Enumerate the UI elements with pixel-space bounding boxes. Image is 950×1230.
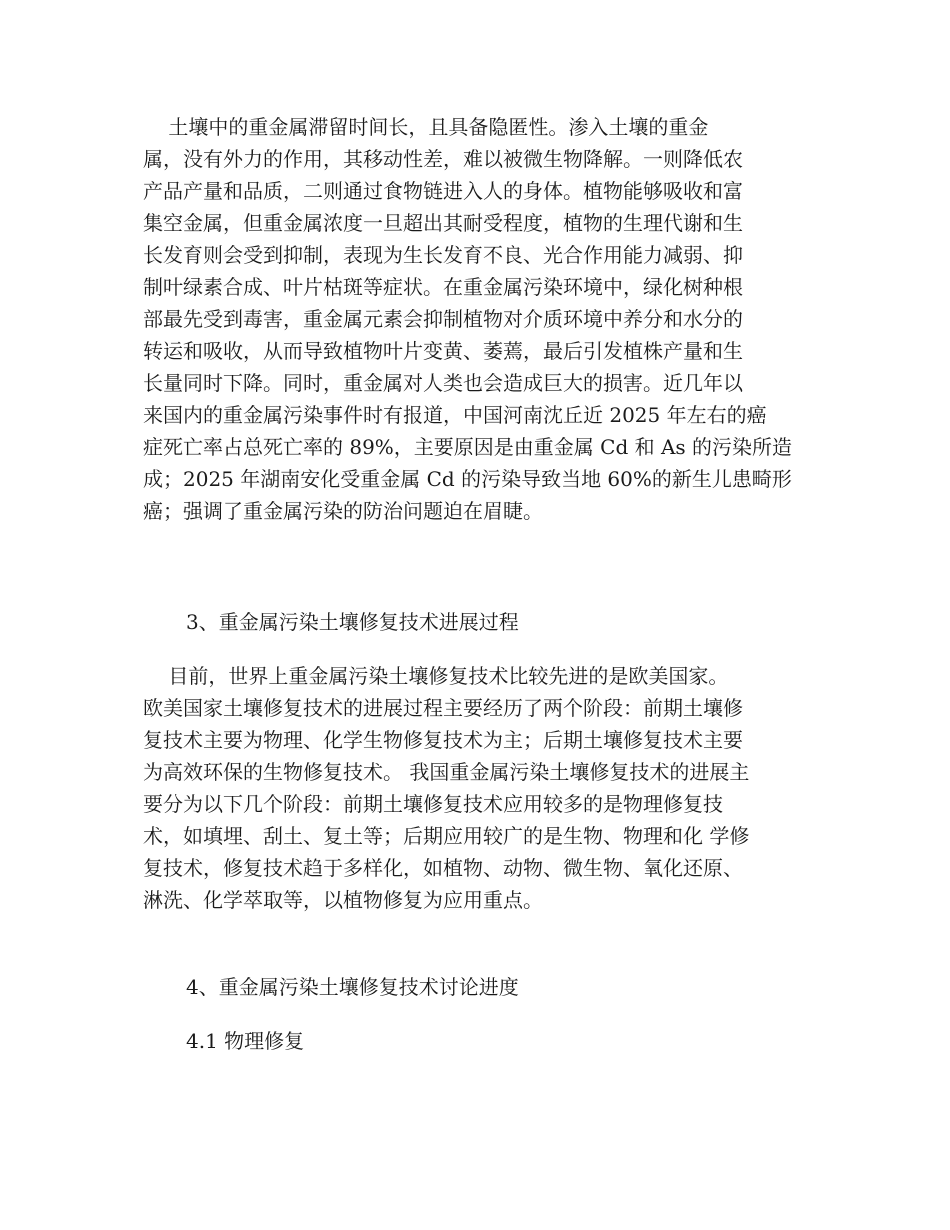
text-line: 属，没有外力的作用，其移动性差，难以被微生物降解。一则降低农 [143,147,743,171]
text-line: 集空金属，但重金属浓度一旦超出其耐受程度，植物的生理代谢和生 [143,211,743,235]
text-line: 制叶绿素合成、叶片枯斑等症状。在重金属污染环境中，绿化树种根 [143,275,743,299]
text-line: 术，如填埋、刮土、复土等；后期应用较广的是生物、物理和化 学修 [143,824,750,848]
text-line: 转运和吸收，从而导致植物叶片变黄、萎蔫，最后引发植株产量和生 [143,339,743,363]
text-line: 复技术，修复技术趋于多样化，如植物、动物、微生物、氧化还原、 [143,856,743,880]
text-line: 目前，世界上重金属污染土壤修复技术比较先进的是欧美国家。 [143,664,729,688]
paragraph-remediation-progress [143,660,813,916]
text-line: 产品产量和品质，二则通过食物链进入人的身体。植物能够吸收和富 [143,179,743,203]
text-line: 成；2025 年湖南安化受重金属 Cd 的污染导致当地 60%的新生儿患畸形 [143,467,792,491]
section-heading-4: 4、重金属污染土壤修复技术讨论进度 [186,975,519,999]
text-line: 长发育则会受到抑制，表现为生长发育不良、光合作用能力减弱、抑 [143,243,743,267]
text-line: 癌；强调了重金属污染的防治问题迫在眉睫。 [143,499,543,523]
text-line: 复技术主要为物理、化学生物修复技术为主；后期土壤修复技术主要 [143,728,743,752]
text-line: 部最先受到毒害，重金属元素会抑制植物对介质环境中养分和水分的 [143,307,743,331]
text-line: 来国内的重金属污染事件时有报道，中国河南沈丘近 2025 年左右的癌 [143,403,767,427]
text-line: 症死亡率占总死亡率的 89%，主要原因是由重金属 Cd 和 As 的污染所造 [143,435,793,459]
paragraph-heavy-metal-hazards [143,111,813,527]
subsection-heading-4-1: 4.1 物理修复 [186,1029,305,1053]
text-line: 土壤中的重金属滞留时间长，且具备隐匿性。渗入土壤的重金 [143,115,709,139]
text-line: 为高效环保的生物修复技术。 我国重金属污染土壤修复技术的进展主 [143,760,750,784]
section-heading-3: 3、重金属污染土壤修复技术进展过程 [186,610,519,634]
text-line: 淋洗、化学萃取等，以植物修复为应用重点。 [143,888,543,912]
text-line: 要分为以下几个阶段：前期土壤修复技术应用较多的是物理修复技 [143,792,723,816]
text-line: 长量同时下降。同时，重金属对人类也会造成巨大的损害。近几年以 [143,371,743,395]
text-line: 欧美国家土壤修复技术的进展过程主要经历了两个阶段：前期土壤修 [143,696,743,720]
